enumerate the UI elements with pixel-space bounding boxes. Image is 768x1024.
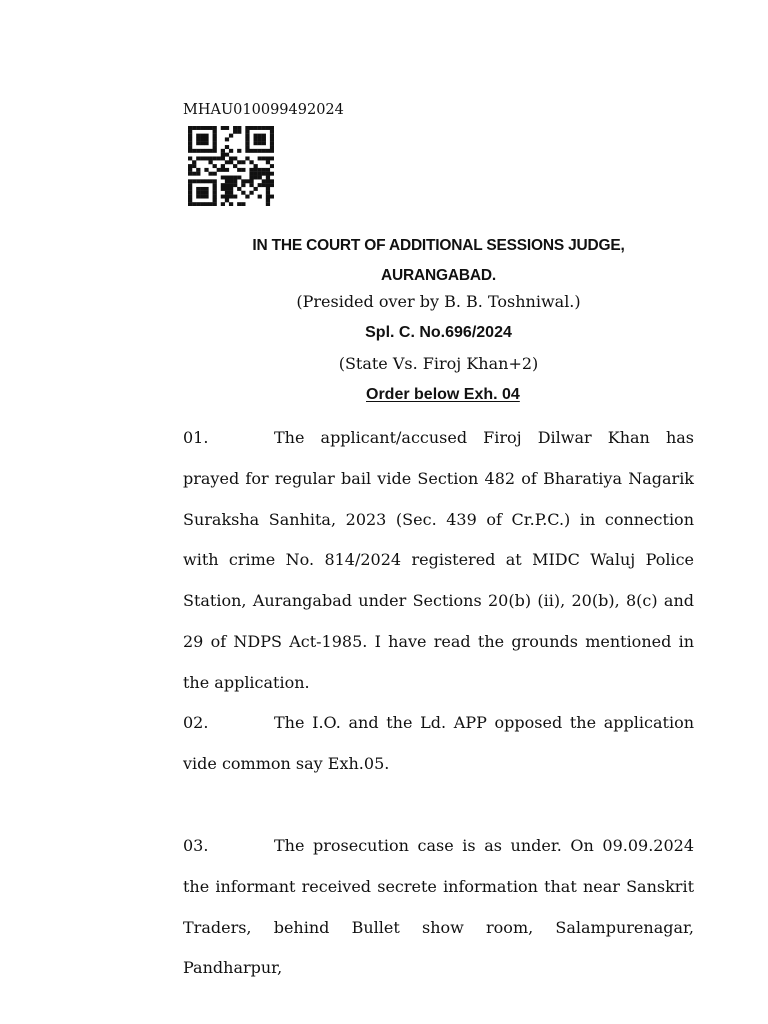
cnr-number: MHAU010099492024 (183, 102, 344, 118)
paragraph-text: The prosecution case is as under. On 09.09.2024 the informant received secrete information that near Sanskrit Traders, behind Bullet show room, Salampurenagar, Pandharpur, (183, 836, 694, 978)
paragraph-number: 01. (183, 428, 209, 447)
paragraph-02 (183, 703, 694, 785)
case-parties: (State Vs. Firoj Khan+2) (338, 354, 539, 373)
court-heading-line-1: IN THE COURT OF ADDITIONAL SESSIONS JUDGE, (252, 237, 625, 254)
court-heading-line-2: AURANGABAD. (381, 267, 496, 284)
case-number: Spl. C. No.696/2024 (365, 324, 512, 341)
paragraph-number: 03. (183, 836, 209, 855)
order-title: Order below Exh. 04 (366, 386, 520, 403)
presided-over: (Presided over by B. B. Toshniwal.) (296, 292, 581, 311)
paragraph-text: The I.O. and the Ld. APP opposed the application vide common say Exh.05. (183, 713, 694, 773)
paragraph-03 (183, 826, 694, 989)
paragraph-01 (183, 418, 694, 704)
court-heading (183, 231, 694, 291)
paragraph-text: The applicant/accused Firoj Dilwar Khan has prayed for regular bail vide Section 482 of Bharatiya Nagarik Suraksha Sanhita, 2023 (Sec. 439 of Cr.P.C.) in connection with crime No. 814/2024 registered at MIDC Waluj Police Station, Aurangabad under Sections 20(b) (ii), 20(b), 8(c) and 29 of NDPS Act-1985. I have read the grounds mentioned in the application. (183, 428, 694, 692)
paragraph-number: 02. (183, 713, 209, 732)
qr-code-icon (188, 126, 274, 206)
